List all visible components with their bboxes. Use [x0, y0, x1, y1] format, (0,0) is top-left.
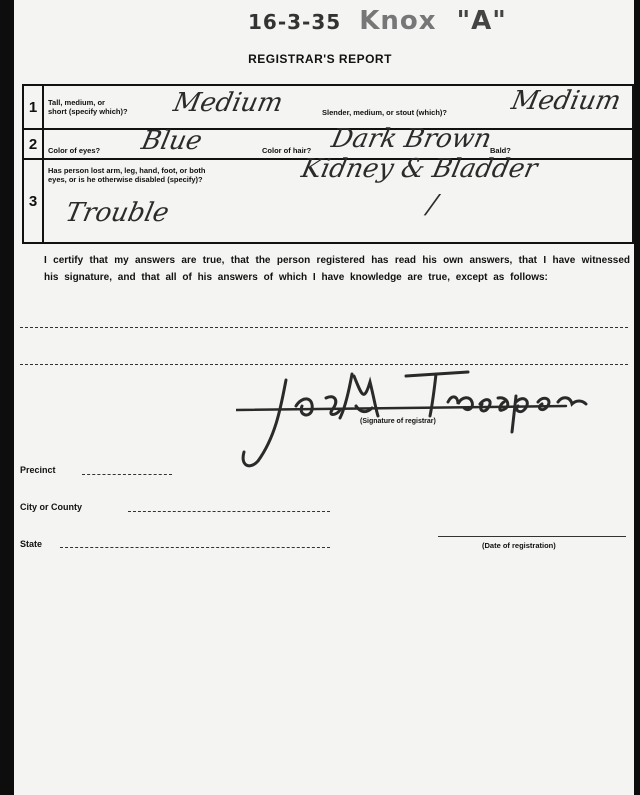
row-number: 1	[24, 86, 44, 128]
label-disability	[48, 166, 206, 184]
label-disability-line1: Has person lost arm, leg, hand, foot, or both	[48, 166, 206, 175]
label-disability-line2: eyes, or is he otherwise disabled (specify)?	[48, 175, 203, 184]
stamp-class: "A"	[456, 6, 507, 36]
label-bald: Bald?	[490, 146, 511, 155]
row-number: 3	[24, 160, 44, 242]
signature-label: (Signature of registrar)	[360, 418, 436, 425]
label-height-line1: Tall, medium, or	[48, 98, 105, 107]
answer-eye-color: Blue	[138, 126, 205, 156]
city-county-line	[128, 511, 330, 512]
answer-hair-color: Dark Brown	[328, 124, 495, 154]
answer-disability-mark: /	[424, 190, 440, 220]
stamp-code: 16-3-35	[248, 10, 342, 34]
table-row-disability	[24, 154, 632, 242]
label-eye-color: Color of eyes?	[48, 146, 101, 155]
answer-disability-cont: Trouble	[62, 198, 172, 228]
left-scan-border	[0, 0, 14, 795]
right-scan-border	[634, 0, 640, 795]
answer-build: Medium	[508, 86, 624, 116]
label-hair-color: Color of hair?	[262, 146, 312, 155]
precinct-line	[82, 474, 172, 475]
state-line	[60, 547, 330, 548]
label-precinct: Precinct	[20, 465, 56, 475]
county-stamp	[248, 6, 507, 36]
stamp-county: Knox	[359, 6, 437, 36]
certification-text: I certify that my answers are true, that the person registered has read his own answers, that I have witnessed his signature, and that all of his answers of which I have knowledge are true, except as follows:	[44, 255, 630, 283]
label-state: State	[20, 539, 43, 549]
row-number: 2	[24, 130, 44, 158]
label-city-county: City or County	[20, 502, 82, 512]
exceptions-line-2	[20, 364, 628, 365]
page-title: REGISTRAR'S REPORT	[248, 52, 392, 66]
label-build: Slender, medium, or stout (which)?	[322, 108, 448, 117]
label-height	[48, 98, 128, 116]
date-of-registration-label: (Date of registration)	[482, 541, 556, 550]
answer-height: Medium	[170, 88, 286, 118]
answer-disability: Kidney & Bladder	[298, 154, 541, 184]
description-table	[22, 84, 634, 244]
date-line	[438, 536, 626, 537]
table-row-height-build	[24, 86, 632, 130]
label-height-line2: short (specify which)?	[48, 107, 128, 116]
exceptions-line-1	[20, 327, 628, 328]
